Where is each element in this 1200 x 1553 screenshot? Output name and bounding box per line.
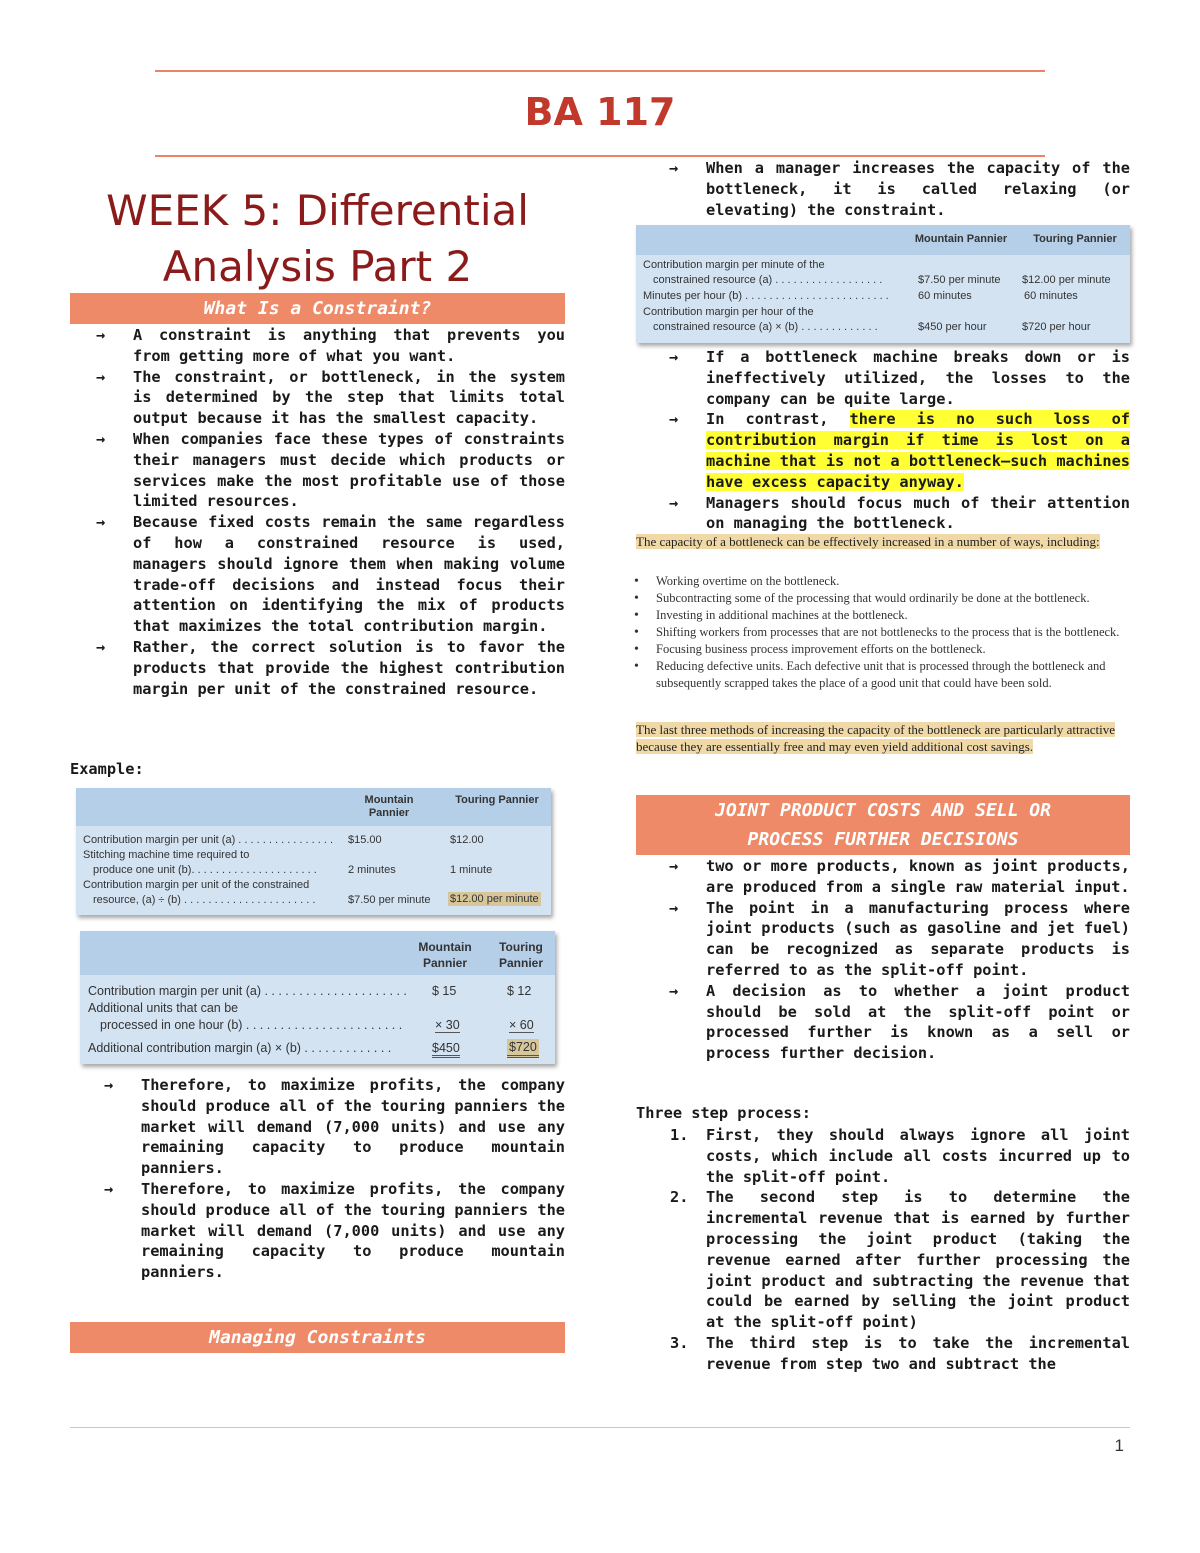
arrow-icon: → xyxy=(669,493,679,512)
list-item xyxy=(643,158,1130,220)
header-top-rule xyxy=(155,70,1045,72)
list-item-text: The constraint, or bottleneck, in the system is determined by the step that limits total output because it has the smallest capacity. xyxy=(133,367,565,428)
column-header-touring: Touring Pannier xyxy=(455,794,539,806)
arrow-icon: → xyxy=(669,981,679,1000)
highlighted-text: The last three methods of increasing the capacity of the bottleneck are particularly attractive because they are essentially free and may even yield additional cost savings. xyxy=(636,722,1115,754)
example-label: Example: xyxy=(70,760,144,778)
table-header-band xyxy=(80,931,555,975)
header-bottom-rule xyxy=(155,155,1045,157)
table-cell: $7.50 per minute xyxy=(348,894,431,906)
list-item xyxy=(70,325,565,367)
list-item xyxy=(636,1125,1130,1187)
list-item-text: A decision as to whether a joint product should be sold at the split-off point or processed further is known as a sell or process further decision. xyxy=(706,981,1130,1063)
table-cell: 1 minute xyxy=(450,864,493,876)
list-item xyxy=(643,347,1130,409)
column-header-mountain: Mountain Pannier xyxy=(418,940,472,970)
table-cell: $450 per hour xyxy=(918,321,987,333)
textbook-excerpt-intro xyxy=(636,533,1130,550)
row-label: produce one unit (b). . . . . . . . . . . . . . . . . . . . . xyxy=(93,864,317,876)
highlighted-text: The capacity of a bottleneck can be effectively increased in a number of ways, including: xyxy=(636,534,1100,549)
list-item xyxy=(70,429,565,512)
bottleneck-bullet-list xyxy=(643,347,1130,534)
list-item: • Working overtime on the bottleneck. xyxy=(632,573,1130,590)
list-item-text: The point in a manufacturing process where joint products (such as gasoline and jet fuel) can be recognized as separate products is referred to as the split-off point. xyxy=(706,898,1130,979)
arrow-icon: → xyxy=(104,1076,114,1094)
list-item-text: First, they should always ignore all joint costs, which include all costs incurred up to the split-off point. xyxy=(706,1126,1130,1186)
arrow-icon: → xyxy=(96,367,106,386)
row-label: resource, (a) ÷ (b) . . . . . . . . . . . . . . . . . . . . . . xyxy=(93,894,316,906)
table-cell: × 60 xyxy=(509,1018,534,1032)
highlighted-text: there is no such loss of contribution margin if time is lost on a machine that is not a bottleneck—such machines have excess capacity anyway. xyxy=(706,410,1130,491)
list-item: • Shifting workers from processes that are not bottlenecks to the process that is the bottleneck. xyxy=(632,624,1130,641)
constraint-bullet-list xyxy=(70,325,565,699)
contribution-per-hour-table xyxy=(636,225,1130,343)
row-label: processed in one hour (b) . . . . . . . . . . . . . . . . . . . . . . . xyxy=(100,1018,403,1032)
section-title-text: What Is a Constraint? xyxy=(203,298,432,319)
row-label: Contribution margin per unit (a) . . . . . . . . . . . . . . . . . . . . . xyxy=(88,984,407,998)
section-title-joint-products xyxy=(636,795,1130,855)
table-cell: × 30 xyxy=(435,1018,460,1032)
course-code: BA 117 xyxy=(524,90,676,134)
arrow-icon: → xyxy=(669,159,679,177)
table-cell: $15.00 xyxy=(348,834,382,846)
list-item xyxy=(70,512,565,637)
list-item xyxy=(643,898,1130,981)
column-header-mountain: Mountain Pannier xyxy=(914,233,1008,245)
list-item xyxy=(643,981,1130,1064)
row-label: Contribution margin per minute of the xyxy=(643,259,825,271)
column-header-touring: Touring Pannier xyxy=(498,940,543,970)
arrow-icon: → xyxy=(96,429,106,448)
three-step-label: Three step process: xyxy=(636,1104,811,1122)
list-item-text: Therefore, to maximize profits, the company should produce all of the touring panniers the market will demand (7,000 units) and use any remaining capacity to produce mountain panniers. xyxy=(141,1179,565,1282)
therefore-bullet-list xyxy=(78,1075,565,1283)
arrow-icon: → xyxy=(96,637,106,656)
section-title-text: JOINT PRODUCT COSTS AND SELL OR xyxy=(715,800,1051,821)
row-label: Additional units that can be xyxy=(88,1001,239,1015)
list-item-text: A constraint is anything that prevents you from getting more of what you want. xyxy=(133,326,565,365)
list-item xyxy=(70,367,565,429)
table-cell-highlighted: $12.00 per minute xyxy=(450,893,539,905)
list-item xyxy=(636,1333,1130,1375)
list-item-text: In contrast, xyxy=(706,410,850,429)
table-cell: $12.00 per minute xyxy=(1022,274,1111,286)
row-label: Contribution margin per unit of the constrained xyxy=(83,879,310,891)
section-title-text: PROCESS FURTHER DECISIONS xyxy=(747,829,1019,850)
row-label: Stitching machine time required to xyxy=(83,849,250,861)
section-title-text: Managing Constraints xyxy=(209,1327,426,1348)
step-number: 3. xyxy=(670,1333,689,1352)
table-cell: $ 12 xyxy=(507,984,532,998)
page-number: 1 xyxy=(1114,1436,1124,1455)
list-item-text: Managers should focus much of their attention on managing the bottleneck. xyxy=(706,493,1130,533)
list-item-text: When a manager increases the capacity of the bottleneck, it is called relaxing (or elevating) the constraint. xyxy=(706,159,1130,219)
textbook-excerpt-list xyxy=(632,573,1130,692)
example-table-per-minute xyxy=(76,788,551,915)
table-cell: $720 per hour xyxy=(1022,321,1091,333)
list-item xyxy=(643,409,1130,492)
list-item xyxy=(70,637,565,699)
section-title-managing-constraints xyxy=(70,1322,565,1353)
list-item: • Subcontracting some of the processing that would ordinarily be done at the bottleneck. xyxy=(632,590,1130,607)
list-item: • Reducing defective units. Each defective unit that is processed through the bottleneck and subsequently scrapped takes the place of a good unit that could have been sold. xyxy=(632,658,1130,692)
list-item xyxy=(78,1179,565,1283)
table-cell: 2 minutes xyxy=(348,864,396,876)
arrow-icon: → xyxy=(96,326,106,344)
list-item xyxy=(636,1187,1130,1333)
row-label: constrained resource (a) × (b) . . . . . . . . . . . . . xyxy=(653,321,878,333)
arrow-icon: → xyxy=(669,857,679,875)
step-number: 2. xyxy=(670,1188,689,1207)
list-item-text: Because fixed costs remain the same regardless of how a constrained resource is used, managers should ignore them when making volume trade-off decisions and instead focus their attention on identifying the mix of products that maximizes the total contribution margin. xyxy=(133,513,565,636)
table-cell: $450 xyxy=(432,1041,460,1058)
table-cell: $12.00 xyxy=(450,834,484,846)
list-item: • Focusing business process improvement efforts on the bottleneck. xyxy=(632,641,1130,658)
three-step-list xyxy=(636,1125,1130,1375)
list-item-text: When companies face these types of constraints their managers must decide which products or services make the most profitable use of those limited resources. xyxy=(133,429,565,511)
row-label: Additional contribution margin (a) × (b) . . . . . . . . . . . . . xyxy=(88,1041,392,1055)
list-item xyxy=(78,1075,565,1179)
week-title: WEEK 5: Differential Analysis Part 2 xyxy=(106,186,529,291)
table-cell: 60 minutes xyxy=(918,290,972,302)
row-label: Minutes per hour (b) . . . . . . . . . . . . . . . . . . . . . . . . xyxy=(643,290,889,302)
list-item: • Investing in additional machines at the bottleneck. xyxy=(632,607,1130,624)
arrow-icon: → xyxy=(104,1179,114,1198)
step-number: 1. xyxy=(670,1126,689,1144)
footer-rule xyxy=(70,1427,1130,1428)
list-item xyxy=(643,493,1130,535)
list-item-text: two or more products, known as joint products, are produced from a single raw material input. xyxy=(706,857,1130,896)
arrow-icon: → xyxy=(669,898,679,917)
textbook-excerpt-outro xyxy=(636,721,1130,755)
list-item xyxy=(643,856,1130,898)
list-item-text: The third step is to take the incremental revenue from step two and subtract the xyxy=(706,1333,1130,1373)
arrow-icon: → xyxy=(96,513,106,532)
list-item-text: The second step is to determine the incremental revenue that is earned by further processing the joint product (taking the revenue earned after further processing the joint product and subtracting the revenue that could be earned by selling the joint product at the split-off point) xyxy=(706,1188,1130,1332)
table-cell: $7.50 per minute xyxy=(918,274,1001,286)
relaxing-bullet-list xyxy=(643,158,1130,220)
joint-products-bullet-list xyxy=(643,856,1130,1064)
column-header-mountain: Mountain Pannier xyxy=(364,794,414,819)
list-item-text: Therefore, to maximize profits, the company should produce all of the touring panniers the market will demand (7,000 units) and use any remaining capacity to produce mountain panniers. xyxy=(141,1076,565,1178)
table-cell: $ 15 xyxy=(432,984,457,998)
section-title-constraint xyxy=(70,293,565,324)
list-item-text: If a bottleneck machine breaks down or is ineffectively utilized, the losses to the company can be quite large. xyxy=(706,348,1130,408)
arrow-icon: → xyxy=(669,410,679,429)
row-label: Contribution margin per unit (a) . . . . . . . . . . . . . . . . xyxy=(83,834,334,846)
column-header-touring: Touring Pannier xyxy=(1033,233,1117,245)
example-table-per-hour xyxy=(80,931,555,1064)
row-label: Contribution margin per hour of the xyxy=(643,306,814,318)
row-label: constrained resource (a) . . . . . . . . . . . . . . . . . . xyxy=(653,274,883,286)
arrow-icon: → xyxy=(669,348,679,366)
table-cell: 60 minutes xyxy=(1024,290,1078,302)
table-cell-highlighted: $720 xyxy=(507,1039,539,1058)
list-item-text: Rather, the correct solution is to favor the products that provide the highest contribution margin per unit of the constrained resource. xyxy=(133,637,565,698)
